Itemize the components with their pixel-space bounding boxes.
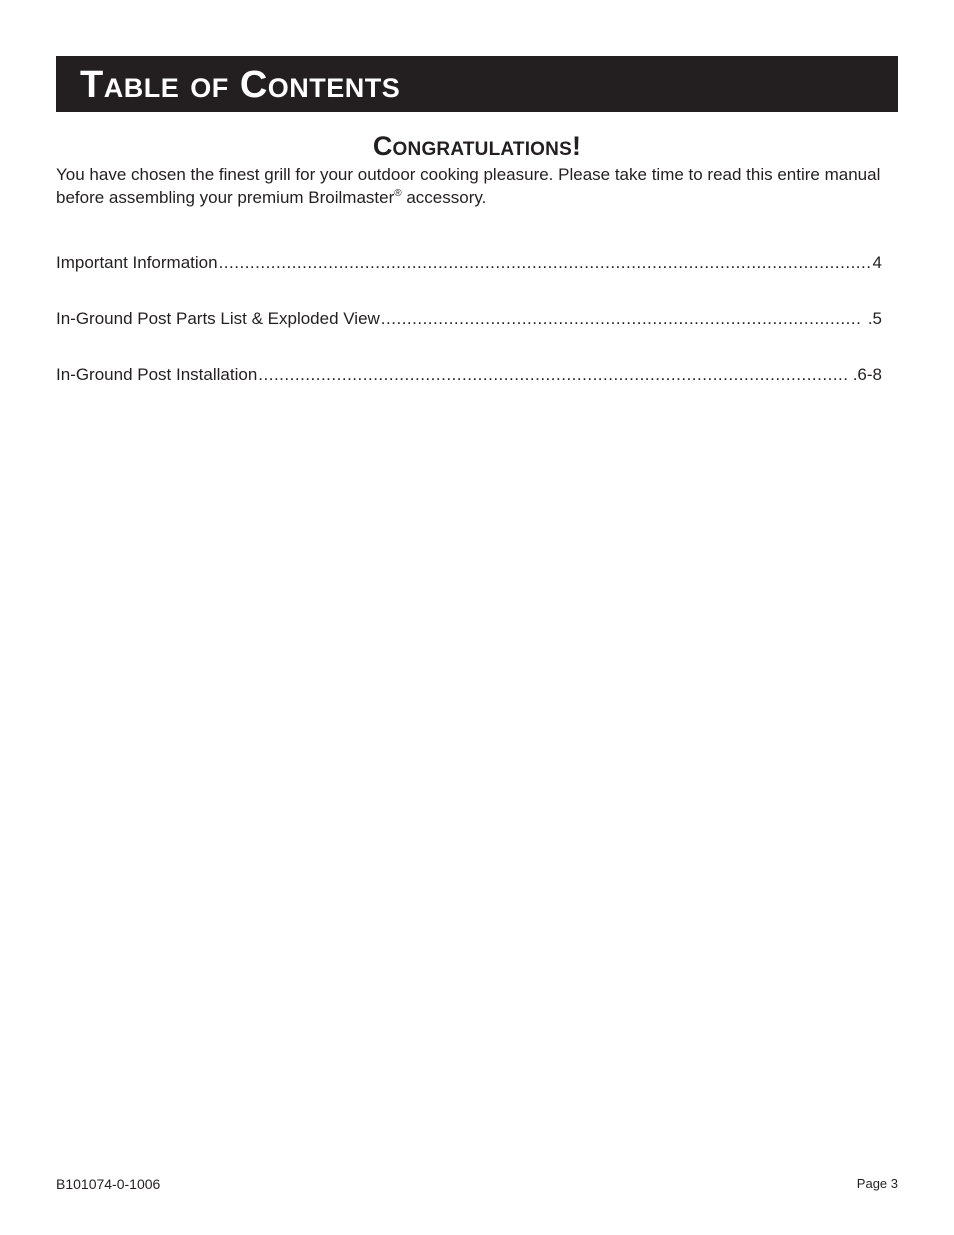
toc-entry-parts-list[interactable] [56, 307, 882, 331]
toc-entry-page: .5 [863, 309, 882, 328]
toc-dot-leader [219, 251, 872, 275]
toc-entry-label: In-Ground Post Installation [56, 365, 258, 384]
page-title: Table of Contents [80, 64, 401, 106]
intro-text: You have chosen the finest grill for your outdoor cooking pleasure. Please take time to read this entire manual before assembling your premium Broilmaster [56, 165, 881, 207]
congratulations-heading: Congratulations! [372, 131, 582, 161]
document-number: B101074-0-1006 [56, 1176, 161, 1192]
toc-entry-important-information[interactable] [56, 251, 882, 275]
toc-entry-label: Important Information [56, 253, 218, 272]
registered-mark: ® [394, 188, 402, 199]
toc-dot-leader [258, 363, 847, 387]
toc-dot-leader [381, 307, 862, 331]
toc-entry-label: In-Ground Post Parts List & Exploded View [56, 309, 380, 328]
title-bar [56, 56, 898, 112]
intro-paragraph [56, 163, 902, 209]
page-number: Page 3 [856, 1176, 898, 1191]
toc-entry-page: 4 [872, 253, 882, 272]
toc-entry-installation[interactable] [56, 363, 882, 387]
intro-text-end: accessory. [401, 188, 487, 207]
toc-entry-page: .6-8 [847, 365, 882, 384]
